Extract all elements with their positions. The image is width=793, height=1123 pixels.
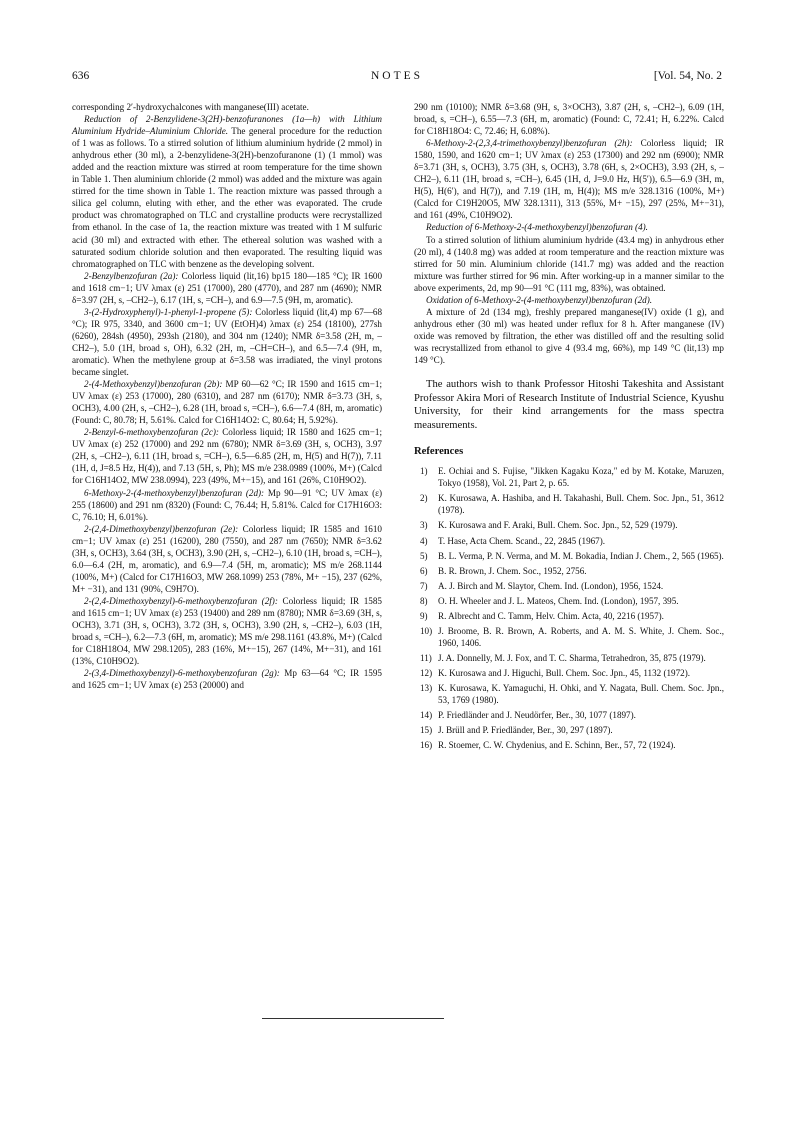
page-number: 636	[72, 70, 90, 82]
paragraph-text: Mp 63—64 °C; IR 1595 and 1625 cm−1; UV λmax (ε) 253 (20000) and	[72, 668, 382, 691]
paragraph-run-in-title: 3-(2-Hydroxyphenyl)-1-phenyl-1-propene (5):	[84, 306, 253, 317]
paragraph-text: Mp 90—91 °C; UV λmax (ε) 255 (18600) and 291 nm (8320) (Found: C, 76.44; H, 5.81%. Calcd for C17H16O3: C, 76.10; H, 6.01%).	[72, 487, 382, 522]
paragraph	[72, 378, 382, 426]
reference-text: B. L. Verma, P. N. Verma, and M. M. Bokadia, Indian J. Chem., 2, 565 (1965).	[438, 550, 724, 561]
reference-item	[414, 581, 724, 593]
paragraph-text: Colorless liquid; IR 1580 and 1625 cm−1; UV λmax (ε) 252 (17000) and 292 nm (6780); NMR δ=3.69 (3H, s, OCH3), 3.97 (2H, s, –CH2–), 6.11 (1H, broad s, =CH–), 6.5—6.85 (2H, m, H(5) and H(7)), 7.11 (1H, d, J=8.5 Hz, H(4)), and 7.13 (5H, s, Ph); MS m/e 238.0989 (100%, M+) (Calcd for C16H14O2, MW 238.0994), 223 (49%, M+−15), and 161 (26%, C10H9O2).	[72, 427, 382, 486]
paragraph	[72, 667, 382, 691]
reference-number: 8)	[420, 595, 428, 606]
reference-number: 5)	[420, 550, 428, 561]
paragraph	[414, 294, 724, 306]
paragraph	[72, 595, 382, 667]
reference-number: 15)	[420, 725, 433, 736]
reference-number: 6)	[420, 565, 428, 576]
reference-item	[414, 626, 724, 650]
paragraph-text: Colorless liquid; IR 1585 and 1615 cm−1; UV λmax (ε) 253 (19400) and 289 nm (8780); NMR δ=3.69 (3H, s, OCH3), 3.71 (3H, s, OCH3), 3.72 (3H, s, OCH3), 3.90 (2H, s, –CH2–), 6.03 (1H, broad s, =CH–), 6.2—7.3 (6H, m, aromatic); MS m/e 298.1161 (43.8%, M+) (Calcd for C18H18O4, MW 298.1205), 283 (16%, M+−15), 267 (14%, M+−31), and 161 (13%, C10H9O2).	[72, 595, 382, 667]
reference-item	[414, 466, 724, 490]
reference-number: 3)	[420, 520, 428, 531]
paragraph-run-in-title: Reduction of 2-Benzylidene-3(2H)-benzofuranones (1a—h) with Lithium Aluminium Hydride–Aluminium Chloride.	[72, 114, 382, 137]
paragraph-text: Colorless liquid (lit,4) mp 67—68 °C); IR 975, 3340, and 3600 cm−1; UV (EtOH)4) λmax (ε) 254 (18100), 277sh (6260), 284sh (4950), 293sh (2180), and 304 nm (1240); NMR δ=3.58 (2H, m, –CH2–), 5.0 (1H, broad s, OH), 6.32 (2H, m, –CH=CH–), and 6.5—7.4 (9H, m, aromatic). When the methylene group at δ=3.58 was irradiated, the vinyl protons became singlet.	[72, 306, 383, 378]
paragraph: A mixture of 2d (134 mg), freshly prepared manganese(IV) oxide (1 g), and anhydrous ether (30 ml) was heated under reflux for 8 h. After manganese (IV) oxide was removed by filtration, the ether was distilled off and the resulting solid was recrystallized from ethanol to give 4 (93.4 mg, 66%), mp 149 °C (lit,13) mp 149 °C).	[414, 306, 724, 365]
left-column	[72, 101, 382, 691]
paragraph-run-in-title: 6-Methoxy-2-(4-methoxybenzyl)benzofuran (2d):	[84, 487, 265, 498]
right-column	[414, 101, 724, 756]
reference-number: 4)	[420, 535, 428, 546]
paragraph	[414, 137, 724, 221]
reference-item	[414, 551, 724, 563]
paragraph	[72, 306, 382, 378]
paragraph-run-in-title: 2-Benzyl-6-methoxybenzofuran (2c):	[84, 427, 219, 438]
reference-number: 10)	[420, 626, 433, 637]
reference-text: E. Ochiai and S. Fujise, "Jikken Kagaku Koza," ed by M. Kotake, Maruzen, Tokyo (1958), Vol. 21, Part 2, p. 65.	[438, 466, 724, 489]
paragraph: 290 nm (10100); NMR δ=3.68 (9H, s, 3×OCH3), 3.87 (2H, s, –CH2–), 6.09 (1H, broad, s, =CH–), 6.55—7.3 (6H, m, aromatic) (Found: C, 72.41; H, 6.22%. Calcd for C18H18O4: C, 72.46; H, 6.08%).	[414, 102, 724, 137]
reference-item	[414, 740, 724, 752]
paragraph	[414, 221, 724, 233]
paragraph	[72, 270, 382, 306]
paragraph-text: Colorless liquid (lit,16) bp15 180—185 °C); IR 1600 and 1618 cm−1; UV λmax (ε) 251 (17000), 280 (4770), and 287 nm (4690); NMR δ=3.97 (2H, s, –CH2–), 6.17 (1H, s, =CH–), and 6.9—7.5 (9H, m, aromatic).	[72, 270, 383, 305]
acknowledgement: The authors wish to thank Professor Hitoshi Takeshita and Assistant Professor Akira Mori of Research Institute of Industrial Science, Kyushu University, for their kind arrangements for the mass spectra measurements.	[414, 379, 724, 431]
paragraph-run-in-title: 2-(2,4-Dimethoxybenzyl)-6-methoxybenzofuran (2f):	[84, 595, 278, 606]
reference-number: 2)	[420, 493, 428, 504]
paragraph-text: Colorless liquid; IR 1580, 1590, and 1620 cm−1; UV λmax (ε) 253 (17300) and 292 nm (6900); NMR δ=3.71 (3H, s, OCH3), 3.75 (3H, s, OCH3), 3.78 (6H, s, 2×OCH3), 3.93 (2H, s, –CH2–), 6.11 (1H, broad s, =CH–), 6.45 (1H, d, J=9.0 Hz, H(5′)), 6.5—6.9 (3H, m, H(5), H(6′), and H(7)), and 7.19 (1H, m, H(4)); MS m/e 328.1316 (100%, M+) (Calcd for C19H20O5, MW 328.1311), 313 (55%, M+ −15), 297 (25%, M+−31), and 161 (49%, C10H9O2).	[414, 138, 724, 221]
reference-number: 13)	[420, 683, 433, 694]
footer-rule	[262, 1018, 444, 1019]
reference-item	[414, 653, 724, 665]
reference-number: 16)	[420, 740, 433, 751]
references-heading: References	[414, 446, 464, 458]
reference-item	[414, 536, 724, 548]
reference-number: 1)	[420, 466, 428, 477]
reference-number: 9)	[420, 611, 428, 622]
paragraph-run-in-title: 6-Methoxy-2-(2,3,4-trimethoxybenzyl)benzofuran (2h):	[426, 138, 633, 149]
reference-number: 14)	[420, 710, 433, 721]
reference-text: P. Friedländer and J. Neudörfer, Ber., 30, 1077 (1897).	[438, 710, 636, 721]
reference-item	[414, 566, 724, 578]
paragraph: corresponding 2′-hydroxychalcones with manganese(III) acetate.	[72, 102, 309, 112]
paragraph	[72, 113, 382, 270]
paragraph-text: MP 60—62 °C; IR 1590 and 1615 cm−1; UV λmax (ε) 253 (17000), 280 (6310), and 287 nm (6170); NMR δ=3.73 (3H, s, OCH3), 4.00 (2H, s, –CH2–), 6.28 (1H, broad s, =CH–), 6.6—7.4 (8H, m, aromatic) (Found: C, 80.78; H, 5.61%. Calcd for C16H14O2: C, 80.64; H, 5.92%).	[72, 379, 382, 426]
reference-item	[414, 725, 724, 737]
paragraph-run-in-title: Oxidation of 6-Methoxy-2-(4-methoxybenzyl)benzofuran (2d).	[426, 294, 653, 305]
paragraph	[72, 523, 382, 595]
reference-text: J. Broome, B. R. Brown, A. Roberts, and A. M. S. White, J. Chem. Soc., 1960, 1406.	[438, 626, 724, 649]
reference-item	[414, 520, 724, 532]
reference-text: O. H. Wheeler and J. L. Mateos, Chem. Ind. (London), 1957, 395.	[438, 595, 679, 606]
paragraph	[72, 426, 382, 486]
paragraph-run-in-title: Reduction of 6-Methoxy-2-(4-methoxybenzyl)benzofuran (4).	[426, 222, 648, 233]
reference-text: J. Brüll and P. Friedländer, Ber., 30, 297 (1897).	[438, 725, 613, 736]
paragraph-run-in-title: 2-(2,4-Dimethoxybenzyl)benzofuran (2e):	[84, 523, 239, 534]
reference-text: K. Kurosawa and F. Araki, Bull. Chem. Soc. Jpn., 52, 529 (1979).	[438, 520, 678, 531]
reference-item	[414, 710, 724, 722]
reference-number: 12)	[420, 668, 433, 679]
reference-list	[414, 466, 724, 752]
paragraph-text: The general procedure for the reduction of 1 was as follows. To a stirred solution of lithium aluminium hydride (2 mmol) in anhydrous ether (30 ml), a 2-benzylidene-3(2H)-benzofuranone (1) (1 mmol) was added and the reaction mixture was stirred at room temperature for the time shown in Table 1. Then aluminium chloride (2 mmol) was added and the mixture was again stirred for the time shown in Table 1. The reaction mixture was passed through a silica gel column, eluting with ether, and the ether was evaporated. The crude product was chromatographed on TLC and crystalline products were recrystallized from ethanol. In the case of 1a, the reaction mixture was treated with 1 M sulfuric acid (30 ml) and extracted with ether. The ethereal solution was washed with a saturated sodium chloride solution and then evaporated. The resulting liquid was chromatographed on TLC with benzene as the developing solvent.	[72, 126, 382, 269]
reference-text: A. J. Birch and M. Slaytor, Chem. Ind. (London), 1956, 1524.	[438, 580, 664, 591]
reference-item	[414, 668, 724, 680]
volume-info: [Vol. 54, No. 2	[653, 70, 722, 82]
reference-number: 7)	[420, 580, 428, 591]
paragraph	[72, 487, 382, 523]
reference-text: R. Albrecht and C. Tamm, Helv. Chim. Acta, 40, 2216 (1957).	[438, 611, 664, 622]
reference-item	[414, 493, 724, 517]
reference-text: K. Kurosawa and J. Higuchi, Bull. Chem. Soc. Jpn., 45, 1132 (1972).	[438, 668, 690, 679]
paragraph: To a stirred solution of lithium aluminium hydride (43.4 mg) in anhydrous ether (20 ml), 4 (140.8 mg) was added at room temperature and the reaction mixture was stirred for 50 min. Aluminium chloride (141.7 mg) was added and the reaction mixture was further stirred for 96 min. After working-up in a manner similar to the above experiments, 2d, mp 90—91 °C (111 mg, 83%), was obtained.	[414, 234, 724, 293]
paragraph-run-in-title: 2-(3,4-Dimethoxybenzyl)-6-methoxybenzofuran (2g):	[84, 668, 280, 679]
reference-item	[414, 683, 724, 707]
paragraph-run-in-title: 2-Benzylbenzofuran (2a):	[84, 270, 179, 281]
paragraph-run-in-title: 2-(4-Methoxybenzyl)benzofuran (2b):	[84, 379, 223, 390]
reference-item	[414, 596, 724, 608]
running-title: NOTES	[370, 70, 424, 82]
reference-text: R. Stoemer, C. W. Chydenius, and E. Schinn, Ber., 57, 72 (1924).	[438, 740, 676, 751]
reference-text: B. R. Brown, J. Chem. Soc., 1952, 2756.	[438, 565, 587, 576]
paragraph-text: Colorless liquid; IR 1585 and 1610 cm−1; UV λmax (ε) 251 (16200), 280 (7550), and 287 nm (7650); NMR δ=3.62 (3H, s, OCH3), 3.64 (3H, s, OCH3), 3.90 (2H, s, –CH2–), 6.10 (1H, broad s, =CH–), 6.0—6.4 (2H, m, aromatic), and 6.9—7.4 (5H, m, aromatic); MS m/e 268.1144 (100%, M+) (Calcd for C17H16O3, MW 268.1099) 253 (78%, M+ −15), 237 (62%, M+ −31), and 131 (90%, C9H7O).	[72, 523, 382, 594]
reference-text: T. Hase, Acta Chem. Scand., 22, 2845 (1967).	[438, 535, 606, 546]
reference-text: K. Kurosawa, A. Hashiba, and H. Takahashi, Bull. Chem. Soc. Jpn., 51, 3612 (1978).	[438, 493, 724, 516]
page-header	[72, 70, 722, 88]
reference-text: J. A. Donnelly, M. J. Fox, and T. C. Sharma, Tetrahedron, 35, 875 (1979).	[438, 653, 706, 664]
reference-item	[414, 611, 724, 623]
reference-text: K. Kurosawa, K. Yamaguchi, H. Ohki, and Y. Nagata, Bull. Chem. Soc. Jpn., 53, 1769 (1980).	[438, 683, 724, 706]
reference-number: 11)	[420, 653, 432, 664]
